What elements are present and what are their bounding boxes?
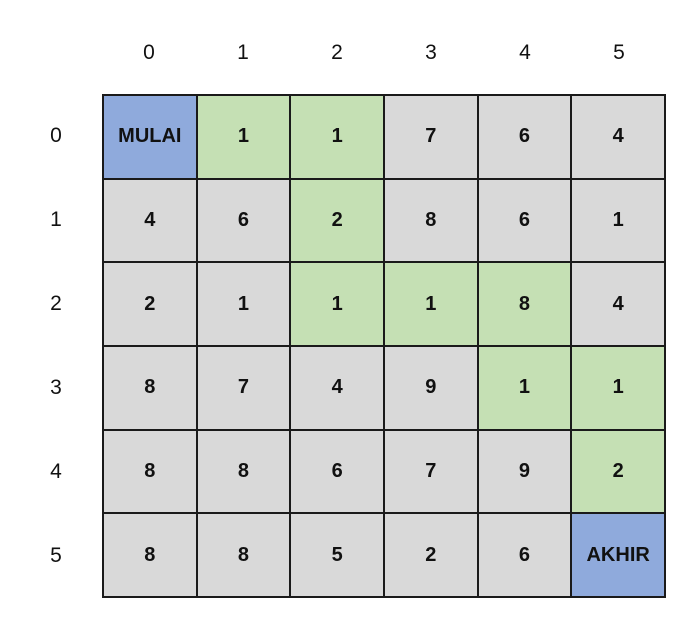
grid-cell-5-2: 5 <box>290 513 384 597</box>
row-label-2: 2 <box>50 292 62 315</box>
grid-cell-4-2: 6 <box>290 430 384 514</box>
grid-cell-3-0: 8 <box>103 346 197 430</box>
grid-cell-0-0: MULAI <box>103 95 197 179</box>
grid-cell-1-5: 1 <box>571 179 665 263</box>
grid-cell-0-2: 1 <box>290 95 384 179</box>
grid-cell-3-4: 1 <box>478 346 572 430</box>
grid-cell-4-3: 7 <box>384 430 478 514</box>
col-label-5: 5 <box>613 41 625 64</box>
row-label-1: 1 <box>50 208 62 231</box>
row-label-4: 4 <box>50 460 62 483</box>
row-label-3: 3 <box>50 376 62 399</box>
col-label-4: 4 <box>519 41 531 64</box>
grid-cell-0-5: 4 <box>571 95 665 179</box>
grid-cell-0-1: 1 <box>197 95 291 179</box>
grid-cell-3-2: 4 <box>290 346 384 430</box>
grid-cell-5-1: 8 <box>197 513 291 597</box>
grid-cell-1-0: 4 <box>103 179 197 263</box>
grid-cell-1-4: 6 <box>478 179 572 263</box>
grid-cell-5-5: AKHIR <box>571 513 665 597</box>
grid-cell-1-1: 6 <box>197 179 291 263</box>
row-label-5: 5 <box>50 544 62 567</box>
grid-cell-2-3: 1 <box>384 262 478 346</box>
grid-cell-4-1: 8 <box>197 430 291 514</box>
grid-cell-2-4: 8 <box>478 262 572 346</box>
grid-cell-3-3: 9 <box>384 346 478 430</box>
grid-cell-4-5: 2 <box>571 430 665 514</box>
grid-cell-2-1: 1 <box>197 262 291 346</box>
grid-cell-2-2: 1 <box>290 262 384 346</box>
grid-cell-4-4: 9 <box>478 430 572 514</box>
grid-cell-3-1: 7 <box>197 346 291 430</box>
grid-cell-5-4: 6 <box>478 513 572 597</box>
grid-cell-5-3: 2 <box>384 513 478 597</box>
col-label-2: 2 <box>331 41 343 64</box>
grid-cell-4-0: 8 <box>103 430 197 514</box>
grid-cell-0-4: 6 <box>478 95 572 179</box>
col-label-1: 1 <box>237 41 249 64</box>
grid-cell-3-5: 1 <box>571 346 665 430</box>
grid-cell-2-5: 4 <box>571 262 665 346</box>
grid-cell-0-3: 7 <box>384 95 478 179</box>
col-label-3: 3 <box>425 41 437 64</box>
col-label-0: 0 <box>143 41 155 64</box>
grid-cell-1-2: 2 <box>290 179 384 263</box>
grid-cell-2-0: 2 <box>103 262 197 346</box>
path-grid <box>102 94 666 598</box>
grid-cell-1-3: 8 <box>384 179 478 263</box>
grid-cell-5-0: 8 <box>103 513 197 597</box>
row-label-0: 0 <box>50 124 62 147</box>
